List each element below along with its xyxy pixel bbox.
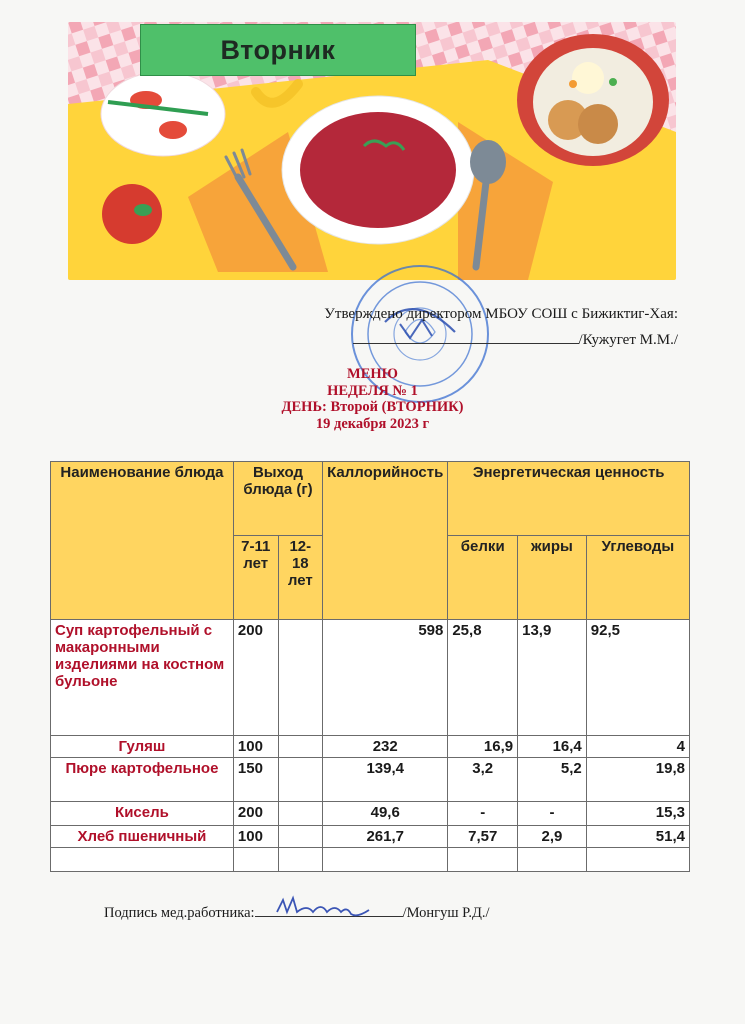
fat: 16,4 [518,736,587,758]
menu-heading: МЕНЮ [347,366,398,382]
fat: 13,9 [518,620,587,736]
fat: - [518,802,587,826]
yield-12-18 [278,826,323,848]
header-carbs: Углеводы [586,536,689,620]
header-calories: Каллорийность [323,462,448,620]
header-yield: Выход блюда (г) [233,462,322,536]
medic-signature-block [104,902,490,922]
table-row [51,802,690,826]
fat: 5,2 [518,758,587,802]
dish-name: Кисель [51,802,234,826]
yield-7-11 [233,848,278,872]
table-row [51,736,690,758]
handwritten-signature-icon [273,894,383,918]
calories: 49,6 [323,802,448,826]
table-row [51,758,690,802]
yield-7-11: 100 [233,826,278,848]
yield-12-18 [278,802,323,826]
week-heading: НЕДЕЛЯ № 1 [327,382,418,399]
yield-12-18 [278,736,323,758]
yield-7-11: 200 [233,620,278,736]
approval-text: Утверждено директором МБОУ СОШ с Бижиктиг-Хая: [324,306,678,322]
carbs: 92,5 [586,620,689,736]
medic-signature-line [255,902,403,917]
calories: 232 [323,736,448,758]
date-heading: 19 декабря 2023 г [315,415,430,432]
header-fat: жиры [518,536,587,620]
dish-name: Суп картофельный с макаронными изделиями на костном бульоне [51,620,234,736]
yield-7-11: 200 [233,802,278,826]
carbs: 51,4 [586,826,689,848]
table-row [51,848,690,872]
carbs: 19,8 [586,758,689,802]
protein: 3,2 [448,758,518,802]
protein: 7,57 [448,826,518,848]
calories: 139,4 [323,758,448,802]
director-signature-line [353,329,579,344]
medic-signature-label: Подпись мед.работника: [104,905,255,921]
protein: 25,8 [448,620,518,736]
director-name: /Кужугет М.М./ [578,332,678,348]
yield-12-18 [278,620,323,736]
header-energy: Энергетическая ценность [448,462,690,536]
header-yield-7-11: 7-11 лет [233,536,278,620]
dish-name [51,848,234,872]
dish-name: Хлеб пшеничный [51,826,234,848]
dish-name: Пюре картофельное [51,758,234,802]
header-protein: белки [448,536,518,620]
yield-12-18 [278,848,323,872]
fat: 2,9 [518,826,587,848]
medic-name: /Монгуш Р.Д./ [402,905,490,921]
day-heading: ДЕНЬ: Второй (ВТОРНИК) [281,399,464,415]
carbs [586,848,689,872]
carbs: 4 [586,736,689,758]
approval-block [268,306,678,349]
day-title-badge: Вторник [140,24,416,76]
yield-7-11: 100 [233,736,278,758]
calories: 261,7 [323,826,448,848]
fat [518,848,587,872]
yield-12-18 [278,758,323,802]
carbs: 15,3 [586,802,689,826]
header-dish-name: Наименование блюда [51,462,234,620]
header-yield-12-18: 12-18 лет [278,536,323,620]
yield-7-11: 150 [233,758,278,802]
dish-name: Гуляш [51,736,234,758]
calories [323,848,448,872]
menu-title-block [0,366,745,432]
table-row [51,826,690,848]
calories: 598 [323,620,448,736]
protein [448,848,518,872]
menu-table [50,461,690,872]
protein: - [448,802,518,826]
table-row [51,620,690,736]
protein: 16,9 [448,736,518,758]
